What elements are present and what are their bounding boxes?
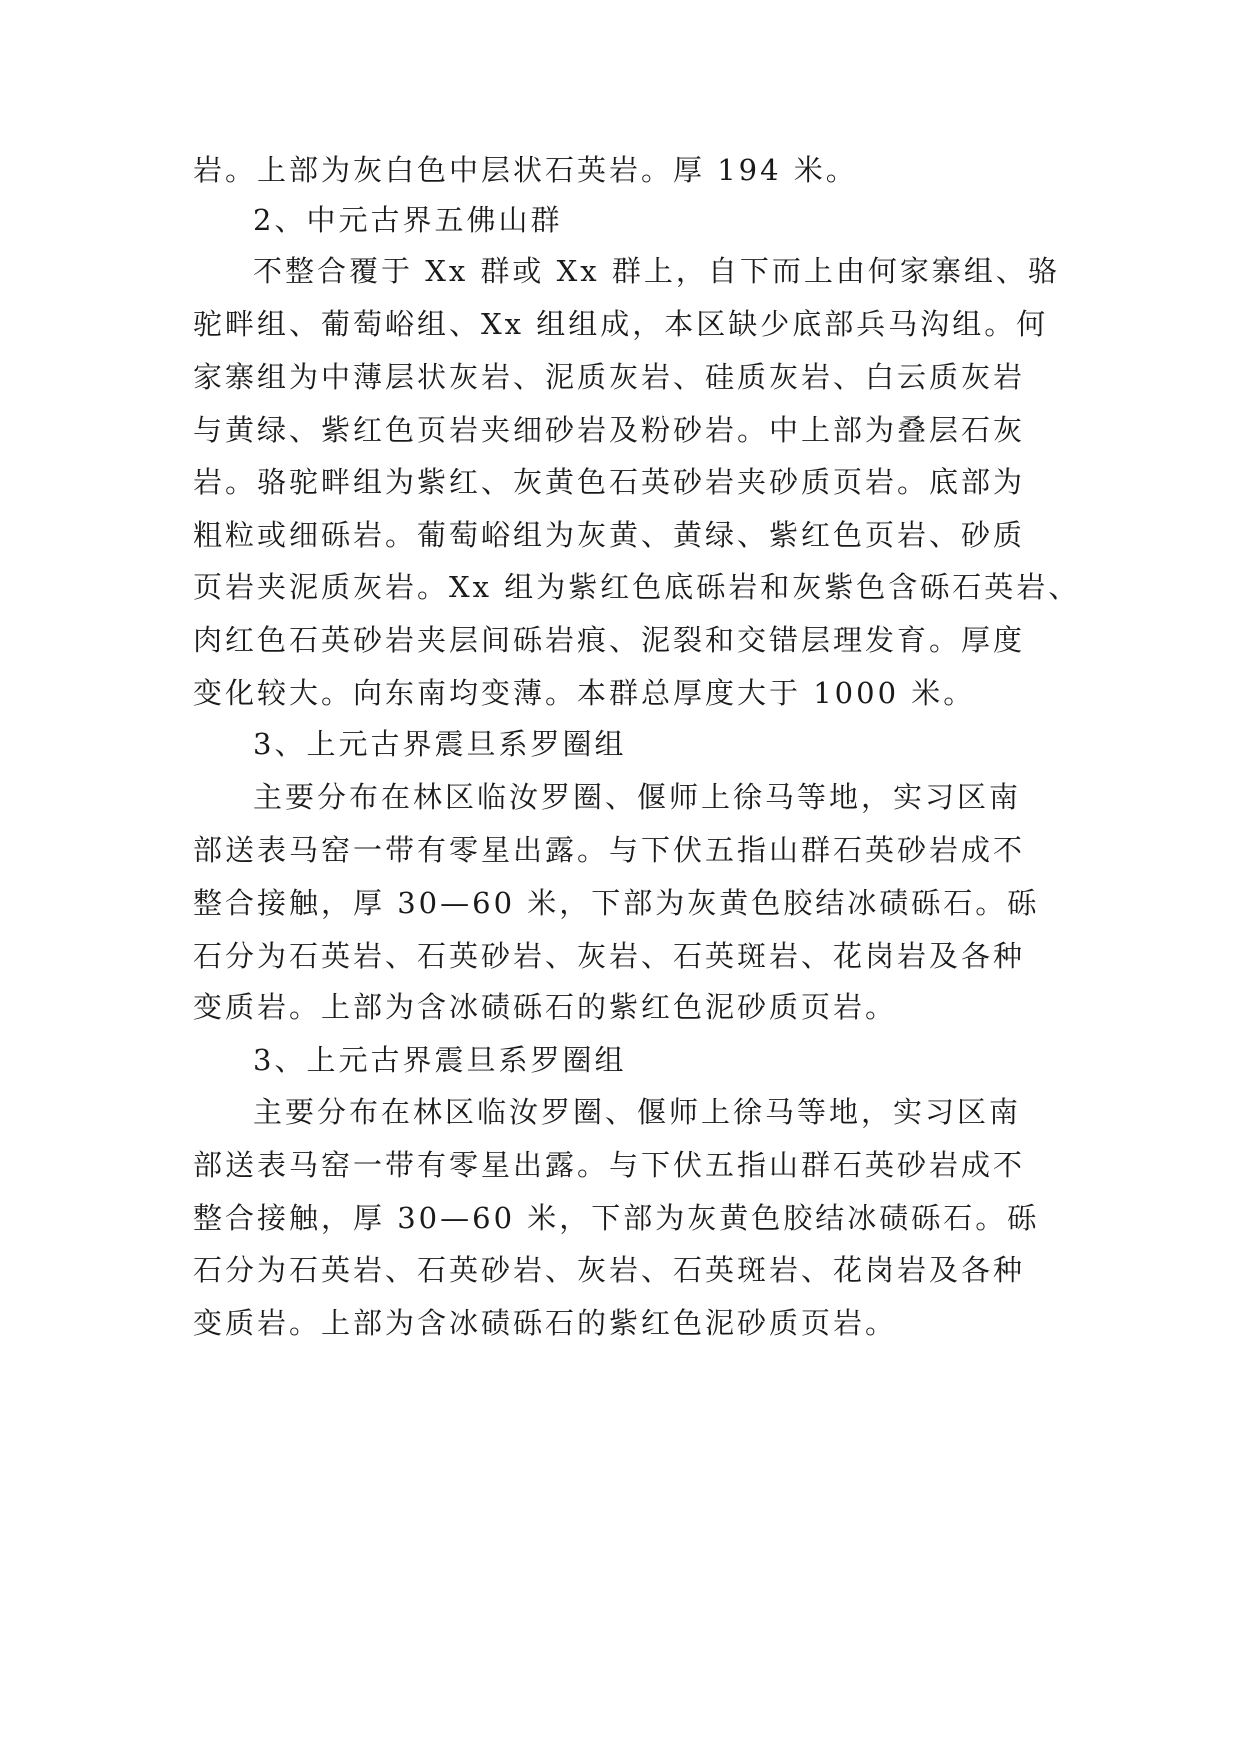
paragraph-line: 整合接触，厚 30—60 米，下部为灰黄色胶结冰碛砾石。砾: [193, 1201, 1040, 1235]
paragraph-line: 家寨组为中薄层状灰岩、泥质灰岩、硅质灰岩、白云质灰岩: [193, 360, 1026, 394]
paragraph-line: 部送表马窑一带有零星出露。与下伏五指山群石英砂岩成不: [193, 1148, 1026, 1182]
paragraph-line: 驼畔组、葡萄峪组、Xx 组组成，本区缺少底部兵马沟组。何: [193, 307, 1049, 341]
paragraph-line: 石分为石英岩、石英砂岩、灰岩、石英斑岩、花岗岩及各种: [193, 1253, 1026, 1287]
paragraph-line: 肉红色石英砂岩夹层间砾岩痕、泥裂和交错层理发育。厚度: [193, 623, 1026, 657]
paragraph-line: 与黄绿、紫红色页岩夹细砂岩及粉砂岩。中上部为叠层石灰: [193, 413, 1026, 447]
paragraph-line: 主要分布在林区临汝罗圈、偃师上徐马等地，实习区南: [253, 1095, 1022, 1129]
section-heading-luoquan-formation: 3、上元古界震旦系罗圈组: [253, 727, 627, 761]
paragraph-line: 页岩夹泥质灰岩。Xx 组为紫红色底砾岩和灰紫色含砾石英岩、: [193, 570, 1081, 604]
paragraph-line: 岩。骆驼畔组为紫红、灰黄色石英砂岩夹砂质页岩。底部为: [193, 465, 1026, 499]
paragraph-line: 变质岩。上部为含冰碛砾石的紫红色泥砂质页岩。: [193, 990, 898, 1024]
paragraph-continuation-line: 岩。上部为灰白色中层状石英岩。厚 194 米。: [193, 153, 858, 187]
section-heading-wufoshan-group: 2、中元古界五佛山群: [253, 203, 563, 237]
paragraph-line: 变化较大。向东南均变薄。本群总厚度大于 1000 米。: [193, 676, 976, 710]
paragraph-line: 粗粒或细砾岩。葡萄峪组为灰黄、黄绿、紫红色页岩、砂质: [193, 518, 1026, 552]
paragraph-line: 主要分布在林区临汝罗圈、偃师上徐马等地，实习区南: [253, 780, 1022, 814]
paragraph-line: 部送表马窑一带有零星出露。与下伏五指山群石英砂岩成不: [193, 833, 1026, 867]
paragraph-line: 整合接触，厚 30—60 米，下部为灰黄色胶结冰碛砾石。砾: [193, 886, 1040, 920]
paragraph-line: 变质岩。上部为含冰碛砾石的紫红色泥砂质页岩。: [193, 1306, 898, 1340]
paragraph-line: 石分为石英岩、石英砂岩、灰岩、石英斑岩、花岗岩及各种: [193, 939, 1026, 973]
section-heading-luoquan-formation-repeat: 3、上元古界震旦系罗圈组: [253, 1043, 627, 1077]
paragraph-line: 不整合覆于 Xx 群或 Xx 群上，自下而上由何家寨组、骆: [253, 254, 1060, 288]
